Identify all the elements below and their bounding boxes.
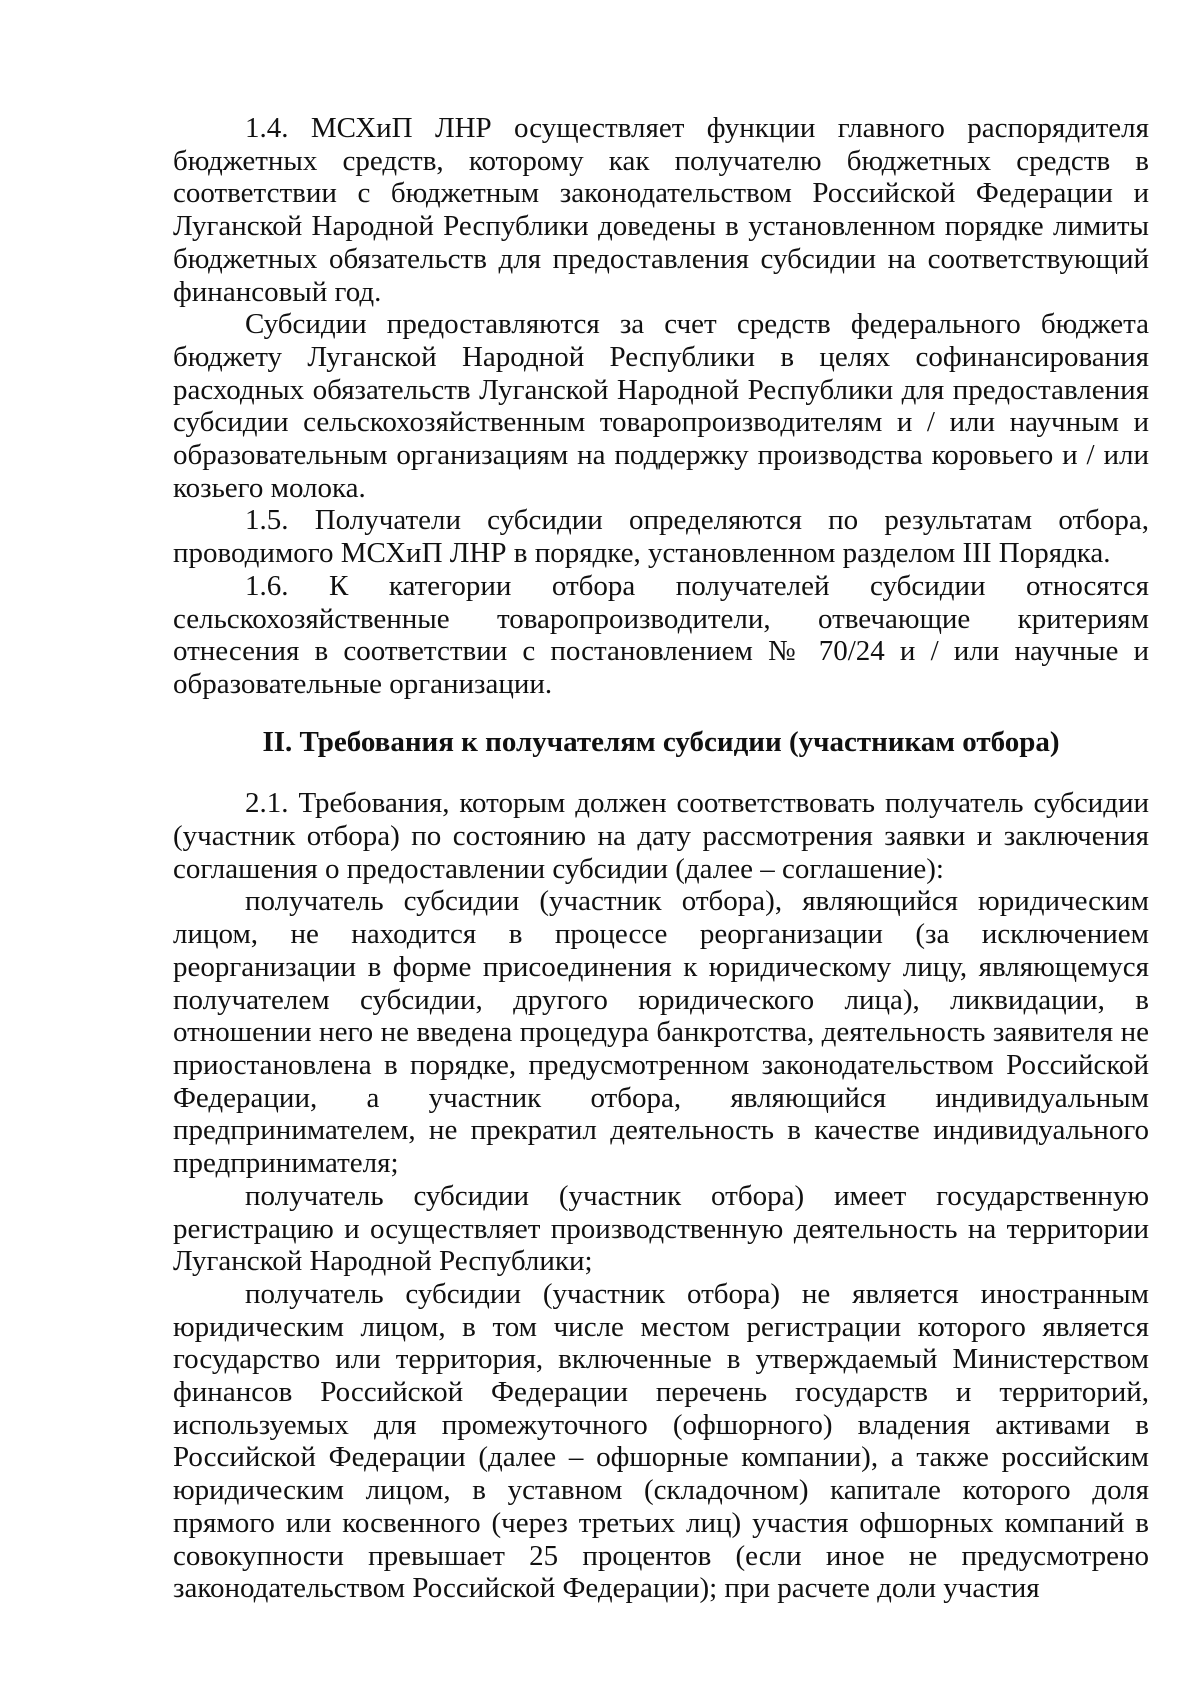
- paragraph-subsidies-source: Субсидии предоставляются за счет средств федерального бюджета бюджету Луганской Народной Республики в целях софинансирования расходных обязательств Луганской Народной Республики для предоставления субсидии сельскохозяйственным товаропроизводителям и / или научным и образовательным организациям на поддержку производства коровьего и / или козьего молока.: [173, 308, 1149, 504]
- paragraph-offshore: получатель субсидии (участник отбора) не является иностранным юридическим лицом, в том числе местом регистрации которого является государство или территория, включенные в утверждаемый Министерством финансов Российской Федерации перечень государств и территорий, используемых для промежуточного (офшорного) владения активами в Российской Федерации (далее – офшорные компании), а также российским юридическим лицом, в уставном (складочном) капитале которого доля прямого или косвенного (через третьих лиц) участия офшорных компаний в совокупности превышает 25 процентов (если иное не предусмотрено законодательством Российской Федерации); при расчете доли участия: [173, 1277, 1149, 1605]
- section-heading: II. Требования к получателям субсидии (участникам отбора): [262, 725, 1060, 758]
- paragraph-1-4: 1.4. МСХиП ЛНР осуществляет функции главного распорядителя бюджетных средств, которому как получателю бюджетных средств в соответствии с бюджетным законодательством Российской Федерации и Луганской Народной Республики доведены в установленном порядке лимиты бюджетных обязательств для предоставления субсидии на соответствующий финансовый год.: [173, 112, 1149, 308]
- document-page: [173, 112, 1149, 1605]
- paragraph-registration: получатель субсидии (участник отбора) имеет государственную регистрацию и осуществляет производственную деятельность на территории Луганской Народной Республики;: [173, 1179, 1149, 1278]
- paragraph-2-1: 2.1. Требования, которым должен соответствовать получатель субсидии (участник отбора) по состоянию на дату рассмотрения заявки и заключения соглашения о предоставлении субсидии (далее – соглашение):: [173, 787, 1149, 885]
- paragraph-reorganization: получатель субсидии (участник отбора), являющийся юридическим лицом, не находится в процессе реорганизации (за исключением реорганизации в форме присоединения к юридическому лицу, являющемуся получателем субсидии, другого юридического лица), ликвидации, в отношении него не введена процедура банкротства, деятельность заявителя не приостановлена в порядке, предусмотренном законодательством Российской Федерации, а участник отбора, являющийся индивидуальным предпринимателем, не прекратил деятельность в качестве индивидуального предпринимателя;: [173, 885, 1149, 1180]
- paragraph-1-5: 1.5. Получатели субсидии определяются по результатам отбора, проводимого МСХиП ЛНР в порядке, установленном разделом III Порядка.: [173, 504, 1149, 570]
- paragraph-1-6: 1.6. К категории отбора получателей субсидии относятся сельскохозяйственные товаропроизводители, отвечающие критериям отнесения в соответствии с постановлением № 70/24 и / или научные и образовательные организации.: [173, 569, 1149, 700]
